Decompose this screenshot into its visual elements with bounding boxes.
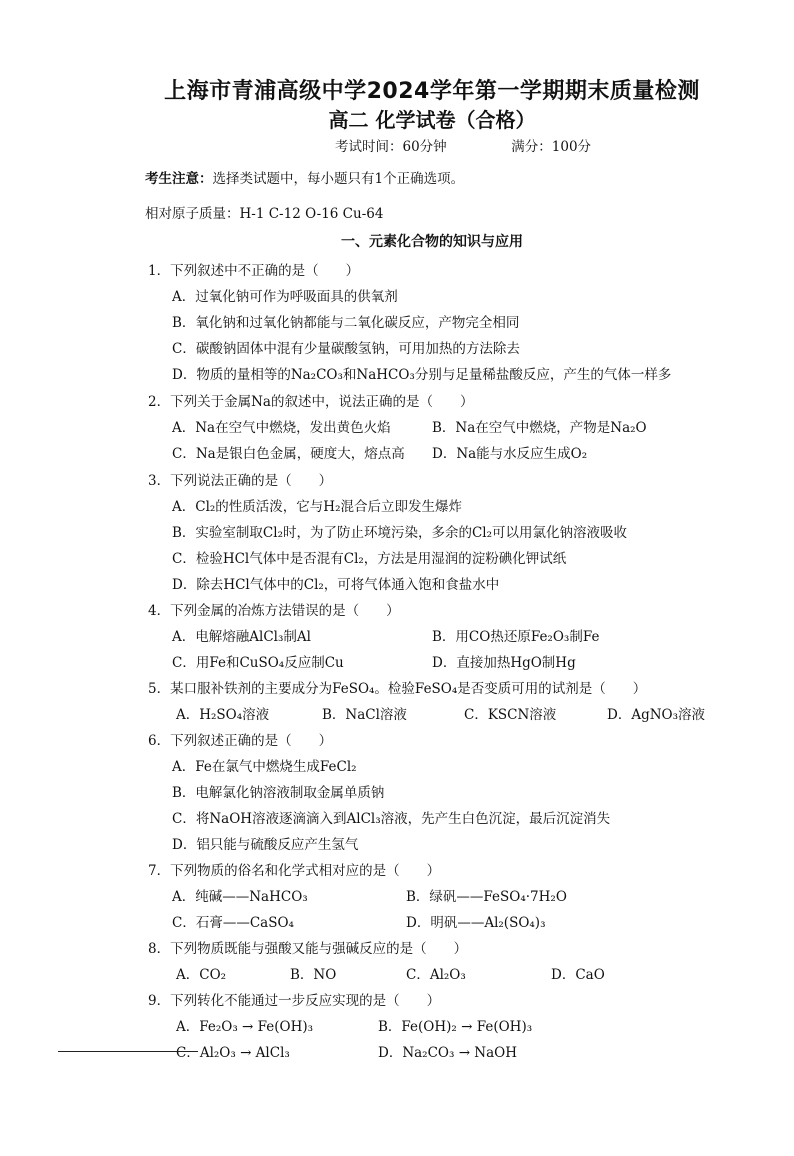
question-8-option-c: C．Al₂O₃ [406, 967, 466, 983]
question-5-stem: 5．某口服补铁剂的主要成分为FeSO₄。检验FeSO₄是否变质可用的试剂是（ ） [148, 681, 647, 697]
question-1-option-b: B．氧化钠和过氧化钠都能与二氧化碳反应，产物完全相同 [172, 315, 520, 331]
question-8-option-d: D．CaO [551, 967, 605, 983]
atomic-mass-line: 相对原子质量：H-1 C-12 O-16 Cu-64 [145, 206, 384, 222]
question-6-option-d: D．铝只能与硫酸反应产生氢气 [172, 837, 359, 853]
question-2-stem: 2．下列关于金属Na的叙述中，说法正确的是（ ） [148, 394, 474, 410]
scan-mark-line [58, 1051, 198, 1052]
question-4-stem: 4．下列金属的冶炼方法错误的是（ ） [148, 603, 400, 619]
exam-meta [335, 135, 591, 155]
question-2-option-b: B．Na在空气中燃烧，产物是Na₂O [432, 420, 647, 436]
exam-title: 上海市青浦高级中学2024学年第一学期期末质量检测 [164, 79, 700, 104]
notice-label: 考生注意： [145, 171, 213, 187]
question-7-option-b: B．绿矾——FeSO₄·7H₂O [406, 889, 567, 905]
question-5-option-d: D．AgNO₃溶液 [607, 707, 706, 723]
exam-time: 考试时间：60分钟 [335, 139, 447, 155]
question-1-stem: 1．下列叙述中不正确的是（ ） [148, 263, 360, 279]
exam-subtitle: 高二 化学试卷（合格） [328, 108, 536, 132]
question-3-option-b: B．实验室制取Cl₂时，为了防止环境污染，多余的Cl₂可以用氯化钠溶液吸收 [172, 525, 628, 541]
question-2-option-a: A．Na在空气中燃烧，发出黄色火焰 [172, 420, 391, 436]
question-3-option-a: A．Cl₂的性质活泼，它与H₂混合后立即发生爆炸 [172, 499, 462, 515]
question-2-option-d: D．Na能与水反应生成O₂ [432, 446, 588, 462]
question-9-option-c: C．Al₂O₃ → AlCl₃ [176, 1045, 290, 1061]
question-1-option-a: A．过氧化钠可作为呼吸面具的供氧剂 [172, 289, 398, 305]
question-3-option-d: D．除去HCl气体中的Cl₂，可将气体通入饱和食盐水中 [172, 577, 500, 593]
question-7-option-d: D．明矾——Al₂(SO₄)₃ [406, 915, 546, 931]
question-8-option-a: A．CO₂ [176, 967, 227, 983]
question-2-option-c: C．Na是银白色金属，硬度大，熔点高 [172, 446, 405, 462]
question-4-option-b: B．用CO热还原Fe₂O₃制Fe [432, 629, 600, 645]
section-title: 一、元素化合物的知识与应用 [341, 234, 523, 250]
candidate-notice [145, 167, 464, 187]
question-6-option-c: C．将NaOH溶液逐滴滴入到AlCl₃溶液，先产生白色沉淀，最后沉淀消失 [172, 811, 611, 827]
question-5-option-b: B．NaCl溶液 [322, 707, 407, 723]
question-4-option-a: A．电解熔融AlCl₃制Al [172, 629, 311, 645]
question-9-option-d: D．Na₂CO₃ → NaOH [378, 1045, 518, 1061]
question-9-option-b: B．Fe(OH)₂ → Fe(OH)₃ [378, 1019, 533, 1035]
question-4-option-d: D．直接加热HgO制Hg [432, 655, 576, 671]
question-4-option-c: C．用Fe和CuSO₄反应制Cu [172, 655, 344, 671]
question-5-option-c: C．KSCN溶液 [464, 707, 557, 723]
question-1-option-d: D．物质的量相等的Na₂CO₃和NaHCO₃分别与足量稀盐酸反应，产生的气体一样多 [172, 367, 672, 383]
question-6-option-b: B．电解氯化钠溶液制取金属单质钠 [172, 785, 385, 801]
question-7-option-c: C．石膏——CaSO₄ [172, 915, 294, 931]
question-7-option-a: A．纯碱——NaHCO₃ [172, 889, 308, 905]
notice-text: 选择类试题中，每小题只有1个正确选项。 [212, 171, 465, 187]
question-8-stem: 8．下列物质既能与强酸又能与强碱反应的是（ ） [148, 941, 468, 957]
full-score: 满分：100分 [511, 139, 592, 155]
question-3-option-c: C．检验HCl气体中是否混有Cl₂，方法是用湿润的淀粉碘化钾试纸 [172, 551, 567, 567]
question-9-stem: 9．下列转化不能通过一步反应实现的是（ ） [148, 993, 441, 1009]
question-6-stem: 6．下列叙述正确的是（ ） [148, 733, 333, 749]
question-3-stem: 3．下列说法正确的是（ ） [148, 473, 333, 489]
question-6-option-a: A．Fe在氯气中燃烧生成FeCl₂ [172, 759, 357, 775]
question-9-option-a: A．Fe₂O₃ → Fe(OH)₃ [176, 1019, 314, 1035]
question-7-stem: 7．下列物质的俗名和化学式相对应的是（ ） [148, 863, 441, 879]
question-8-option-b: B．NO [290, 967, 337, 983]
question-1-option-c: C．碳酸钠固体中混有少量碳酸氢钠，可用加热的方法除去 [172, 341, 520, 357]
question-5-option-a: A．H₂SO₄溶液 [176, 707, 270, 723]
